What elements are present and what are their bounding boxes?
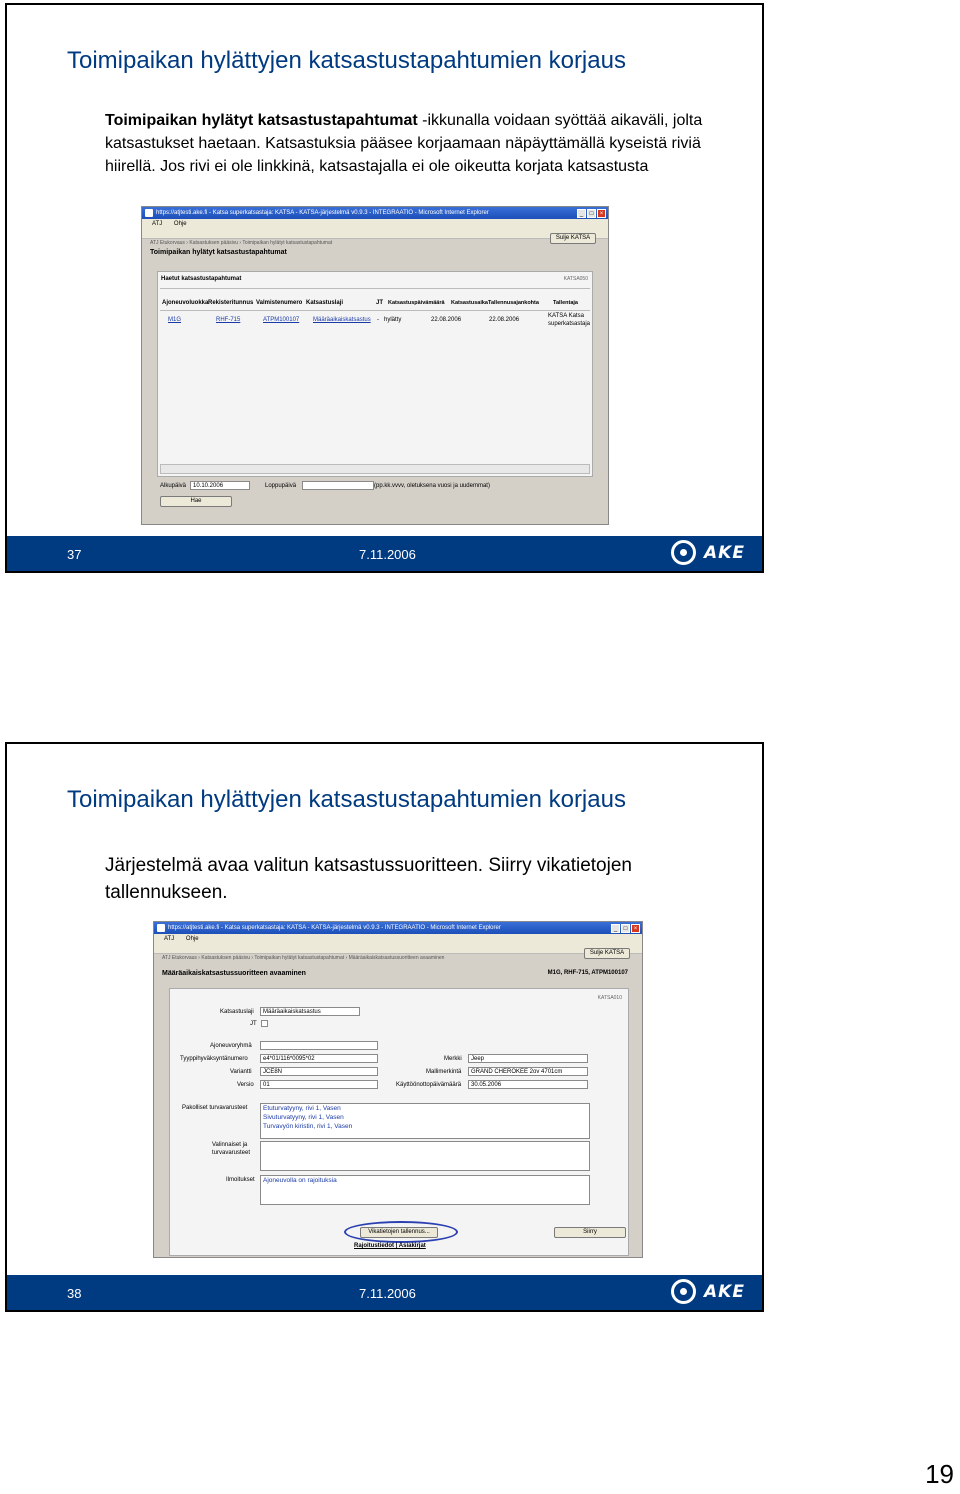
date-hint: (pp.kk.vvvv, oletuksena vuosi ja uudemmat): [374, 483, 490, 489]
close-icon[interactable]: ×: [597, 209, 606, 218]
variantti-label: Variantti: [230, 1069, 252, 1075]
start-date-input[interactable]: 10.10.2006: [190, 481, 250, 490]
app-heading: Toimipaikan hylätyt katsastustapahtumat: [150, 249, 287, 256]
menu-atj[interactable]: ATJ: [164, 936, 175, 942]
pakolliset-textarea[interactable]: Etuturvatyyny, rivi 1, Vasen Sivuturvatyyny, rivi 1, Vasen Turvavyön kiristin, rivi 1, Vasen: [260, 1103, 590, 1139]
slide-footer: [7, 536, 762, 571]
form-code: KATSA010: [597, 995, 622, 1001]
panel-title: Haetut katsastustapahtumat: [161, 276, 242, 282]
menu-atj[interactable]: ATJ: [152, 221, 163, 227]
katsastuslaji-label: Katsastuslaji: [220, 1009, 254, 1015]
toolbar: [142, 229, 608, 239]
slide-number: 38: [67, 1286, 82, 1301]
ake-logo-text: AKE: [704, 543, 745, 563]
slide-date: 7.11.2006: [359, 547, 416, 562]
search-button[interactable]: Hae: [160, 496, 232, 507]
end-date-input[interactable]: [302, 481, 374, 490]
siirry-button[interactable]: Siirry: [554, 1227, 626, 1238]
col-valmistenumero[interactable]: Valmistenumero: [256, 300, 303, 306]
merkki-label: Merkki: [444, 1056, 462, 1062]
menu-bar: [142, 219, 608, 229]
vehicle-info: M1G, RHF-715, ATPM100107: [547, 970, 628, 976]
versio-input[interactable]: 01: [260, 1080, 378, 1089]
col-rekisteritunnus[interactable]: Rekisteritunnus: [208, 300, 254, 306]
valinnaiset-textarea[interactable]: [260, 1141, 590, 1171]
kayttoonotto-label: Käyttöönottopäivämäärä: [396, 1082, 462, 1088]
slide-footer: [7, 1275, 762, 1310]
slide-38: [5, 742, 764, 1312]
close-katsa-button[interactable]: Sulje KATSA: [584, 948, 630, 959]
browser-titlebar: https://atjtesti.ake.fi - Katsa superkatsastaja: KATSA - KATSA-järjestelmä v0.9.3 - INTEGRAATIO - Microsoft Internet Explorer _ □ ×: [154, 922, 642, 934]
ake-logo: [671, 540, 749, 567]
ie-icon: [157, 924, 165, 932]
ajoneuvoryhma-input[interactable]: [260, 1041, 378, 1050]
breadcrumb: ATJ Etukorvaus › Katsastuksen pääsivu › Toimipaikan hylätyt katsastustapahtumat › Määräaikaiskatsastussuoritteen avaaminen: [162, 955, 445, 961]
tyyppi-input[interactable]: e4*01/116*0095*02: [260, 1054, 378, 1063]
maximize-icon[interactable]: □: [587, 209, 596, 218]
toolbar: [154, 944, 642, 954]
menu-ohje[interactable]: Ohje: [173, 221, 187, 227]
col-jt[interactable]: JT: [376, 300, 384, 306]
form-code: KATSA050: [563, 276, 588, 282]
start-date-label: Alkupäivä: [160, 483, 187, 489]
page-number: 19: [925, 1459, 954, 1489]
app-heading: Määräaikaiskatsastussuoritteen avaaminen: [162, 970, 306, 977]
jt-checkbox[interactable]: [261, 1020, 268, 1027]
slide-title: Toimipaikan hylättyjen katsastustapahtumien korjaus: [67, 47, 626, 74]
screenshot-suoritteen-avaaminen: [153, 921, 643, 1258]
close-icon[interactable]: ×: [631, 924, 640, 933]
row-jt: -: [377, 317, 379, 323]
row-ajoneuvoluokka[interactable]: M1G: [168, 317, 182, 323]
close-katsa-button[interactable]: Sulje KATSA: [550, 233, 596, 244]
slide-body-text: Järjestelmä avaa valitun katsastussuoritteen. Siirry vikatietojen tallennukseen.: [105, 855, 632, 903]
slide-37: [5, 3, 764, 573]
body-bold-text: Toimipaikan hylätyt katsastustapahtumat: [105, 112, 418, 129]
row-valmistenumero[interactable]: ATPM100107: [263, 317, 300, 323]
minimize-icon[interactable]: _: [577, 209, 586, 218]
kayttoonotto-input[interactable]: 30.05.2006: [468, 1080, 588, 1089]
variantti-input[interactable]: JCE8N: [260, 1067, 378, 1076]
menu-ohje[interactable]: Ohje: [185, 936, 199, 942]
row-tallennuspaiva: 22.08.2006: [489, 317, 520, 323]
ilmoitukset-textarea[interactable]: Ajoneuvolla on rajoituksia: [260, 1175, 590, 1205]
mallimerkinta-label: Mallimerkintä: [426, 1069, 462, 1075]
slide-title: Toimipaikan hylättyjen katsastustapahtumien korjaus: [67, 786, 626, 813]
body-rest-text: -ikkunalla voidaan syöttää aikaväli, jolta katsastukset haetaan. Katsastuksia pääsee korjaamaan näpäyttämällä kyseistä riviä hiirellä. Jos rivi ei ole linkkinä, katsastajalla ei ole oikeutta korjata katsastusta: [105, 112, 703, 175]
merkki-input[interactable]: Jeep: [468, 1054, 588, 1063]
ake-logo-icon: [671, 1279, 696, 1304]
jt-label: JT: [250, 1021, 257, 1027]
mallimerkinta-input[interactable]: GRAND CHEROKEE 2ov 4701cm: [468, 1067, 588, 1076]
breadcrumb: ATJ Etukorvaus › Katsastuksen pääsivu › Toimipaikan hylätyt katsastustapahtumat: [150, 240, 333, 246]
pakolliset-label: Pakolliset turvavarusteet: [182, 1105, 248, 1111]
minimize-icon[interactable]: _: [611, 924, 620, 933]
versio-label: Versio: [237, 1082, 254, 1088]
maximize-icon[interactable]: □: [621, 924, 630, 933]
row-rekisteritunnus[interactable]: RHF-715: [216, 317, 241, 323]
ake-logo-icon: [671, 540, 696, 565]
menu-bar: [154, 934, 642, 944]
ilmoitukset-label: Ilmoitukset: [226, 1177, 255, 1183]
slide-number: 37: [67, 547, 82, 562]
row-katsastuspaiva: 22.08.2006: [431, 317, 462, 323]
col-katsastuspaivamaara[interactable]: Katsastuspäivämäärä: [388, 300, 445, 306]
screenshot-hylatyt: [141, 206, 609, 525]
horizontal-scrollbar[interactable]: [160, 464, 590, 474]
bottom-links[interactable]: Rajoitustiedot | Asiakirjat: [354, 1243, 426, 1249]
end-date-label: Loppupäivä: [265, 483, 297, 489]
browser-titlebar: https://atjtesti.ake.fi - Katsa superkatsastaja: KATSA - KATSA-järjestelmä v0.9.3 - INTEGRAATIO - Microsoft Internet Explorer _ □ ×: [142, 207, 608, 219]
vikatietojen-tallennus-button[interactable]: Vikatietojen tallennus...: [360, 1227, 438, 1238]
ajoneuvoryhma-label: Ajoneuvoryhmä: [210, 1043, 252, 1049]
ie-icon: [145, 209, 153, 217]
row-tallentaja: KATSA Katsa superkatsastaja: [548, 313, 591, 327]
col-ajoneuvoluokka[interactable]: Ajoneuvoluokka: [162, 300, 209, 306]
highlight-oval: [344, 1221, 458, 1243]
col-katsastusaika[interactable]: Katsastusaika: [451, 300, 488, 306]
row-tulos: hylätty: [384, 317, 402, 323]
valinnaiset-label: Valinnaiset ja turvavarusteet: [212, 1142, 251, 1156]
ake-logo: [671, 1279, 749, 1306]
col-tallennusajankohta[interactable]: Tallennusajankohta: [488, 300, 539, 306]
slide-body-text: [105, 109, 725, 178]
results-panel: [157, 271, 593, 477]
slide-date: 7.11.2006: [359, 1286, 416, 1301]
col-katsastuslaji[interactable]: Katsastuslaji: [306, 300, 344, 306]
ake-logo-text: AKE: [704, 1282, 745, 1302]
form-panel: [169, 988, 629, 1256]
col-tallentaja[interactable]: Tallentaja: [553, 300, 578, 306]
katsastuslaji-select[interactable]: Määräaikaiskatsastus: [260, 1007, 360, 1016]
row-katsastuslaji[interactable]: Määräaikaiskatsastus: [313, 317, 371, 323]
tyyppi-label: Tyyppihyväksyntänumero: [180, 1056, 248, 1062]
